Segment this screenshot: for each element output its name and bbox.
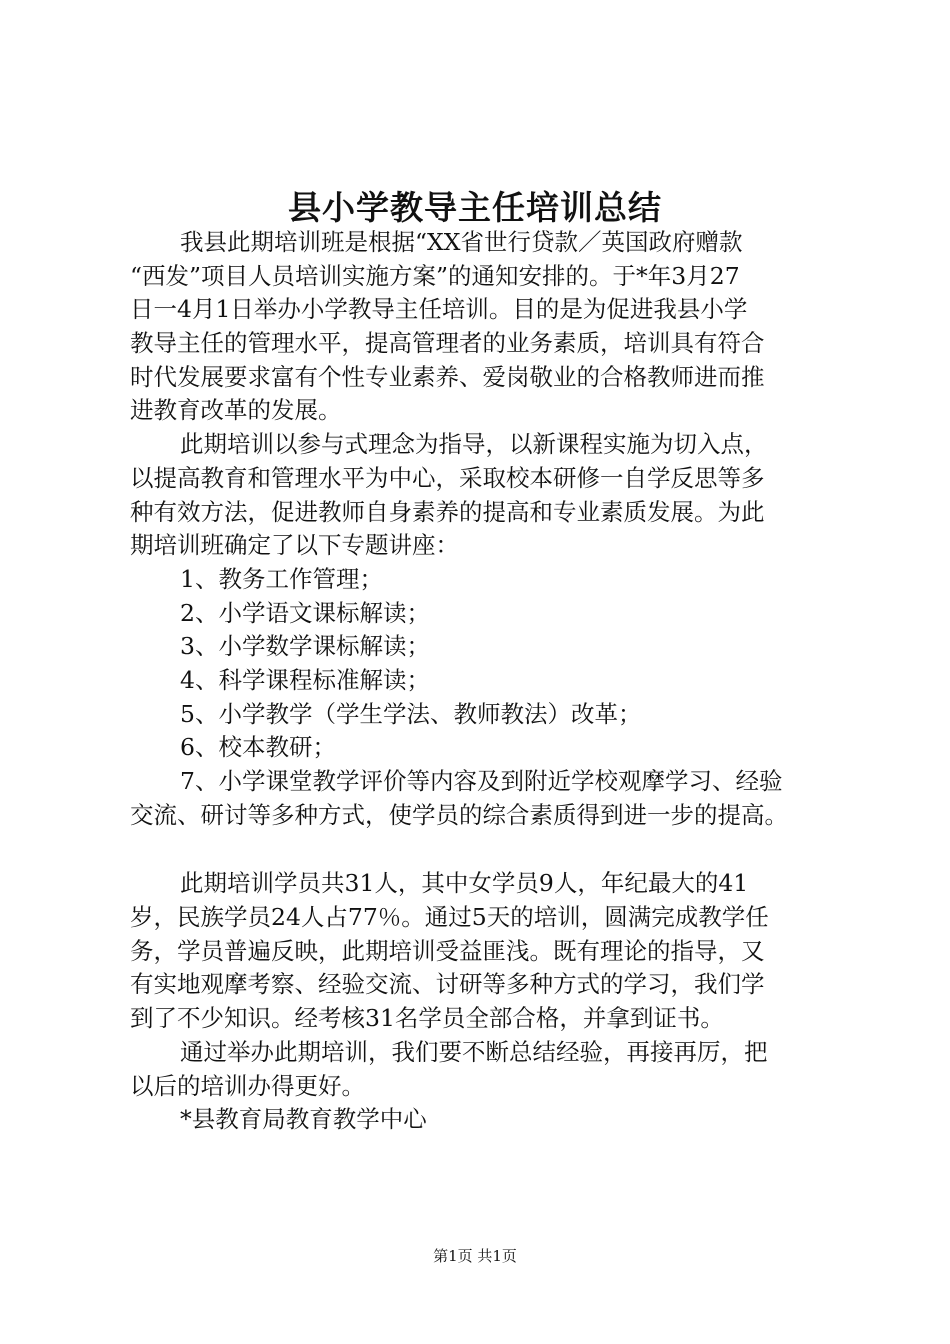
- document-title: 县小学教导主任培训总结: [288, 188, 662, 227]
- signature-line: *县教育局教育教学中心: [180, 1105, 427, 1134]
- paragraph-line: 种有效方法，促进教师自身素养的提高和专业素质发展。为此: [130, 497, 765, 526]
- lecture-list-item: 6、校本教研；: [180, 733, 336, 762]
- paragraph-line: 我县此期培训班是根据“XX省世行贷款／英国政府赠款: [180, 228, 743, 256]
- lecture-list-item: 1、教务工作管理；: [180, 564, 383, 593]
- lecture-list-item: 3、小学数学课标解读；: [180, 632, 430, 661]
- paragraph-line: 岁，民族学员24人占77％。通过5天的培训，圆满完成教学任: [130, 903, 769, 932]
- paragraph-line: 日一4月1日举办小学教导主任培训。目的是为促进我县小学: [130, 295, 748, 324]
- paragraph-line: 以后的培训办得更好。: [130, 1071, 365, 1100]
- paragraph-line: 以提高教育和管理水平为中心，采取校本研修一自学反思等多: [130, 463, 765, 492]
- lecture-list-item: 5、小学教学（学生学法、教师教法）改革；: [180, 699, 642, 728]
- paragraph-line: 进教育改革的发展。: [130, 396, 342, 425]
- paragraph-line: 期培训班确定了以下专题讲座：: [130, 531, 459, 560]
- paragraph-line: 有实地观摩考察、经验交流、讨研等多种方式的学习，我们学: [130, 970, 765, 999]
- blank-line: [130, 832, 830, 867]
- lecture-list-item: 4、科学课程标准解读；: [180, 665, 430, 694]
- page-footer: 第1页 共1页: [433, 1247, 517, 1265]
- paragraph-line: 此期培训以参与式理念为指导，以新课程实施为切入点，: [180, 430, 768, 459]
- lecture-list-item: 2、小学语文课标解读；: [180, 598, 430, 627]
- paragraph-line: “西发”项目人员培训实施方案”的通知安排的。于*年3月27: [130, 261, 740, 290]
- paragraph-line: 交流、研讨等多种方式，使学员的综合素质得到进一步的提高。: [130, 800, 788, 829]
- paragraph-line: 务，学员普遍反映，此期培训受益匪浅。既有理论的指导，又: [130, 936, 765, 965]
- paragraph-line: 通过举办此期培训，我们要不断总结经验，再接再厉，把: [180, 1037, 768, 1066]
- document-body: [130, 226, 830, 1137]
- lecture-list-item: 7、小学课堂教学评价等内容及到附近学校观摩学习、经验: [180, 767, 783, 795]
- paragraph-line: 教导主任的管理水平，提高管理者的业务素质，培训具有符合: [130, 329, 765, 358]
- paragraph-line: 到了不少知识。经考核31名学员全部合格，并拿到证书。: [130, 1004, 724, 1033]
- paragraph-line: 时代发展要求富有个性专业素养、爱岗敬业的合格教师进而推: [130, 362, 765, 391]
- paragraph-line: 此期培训学员共31人，其中女学员9人，年纪最大的41: [180, 869, 749, 898]
